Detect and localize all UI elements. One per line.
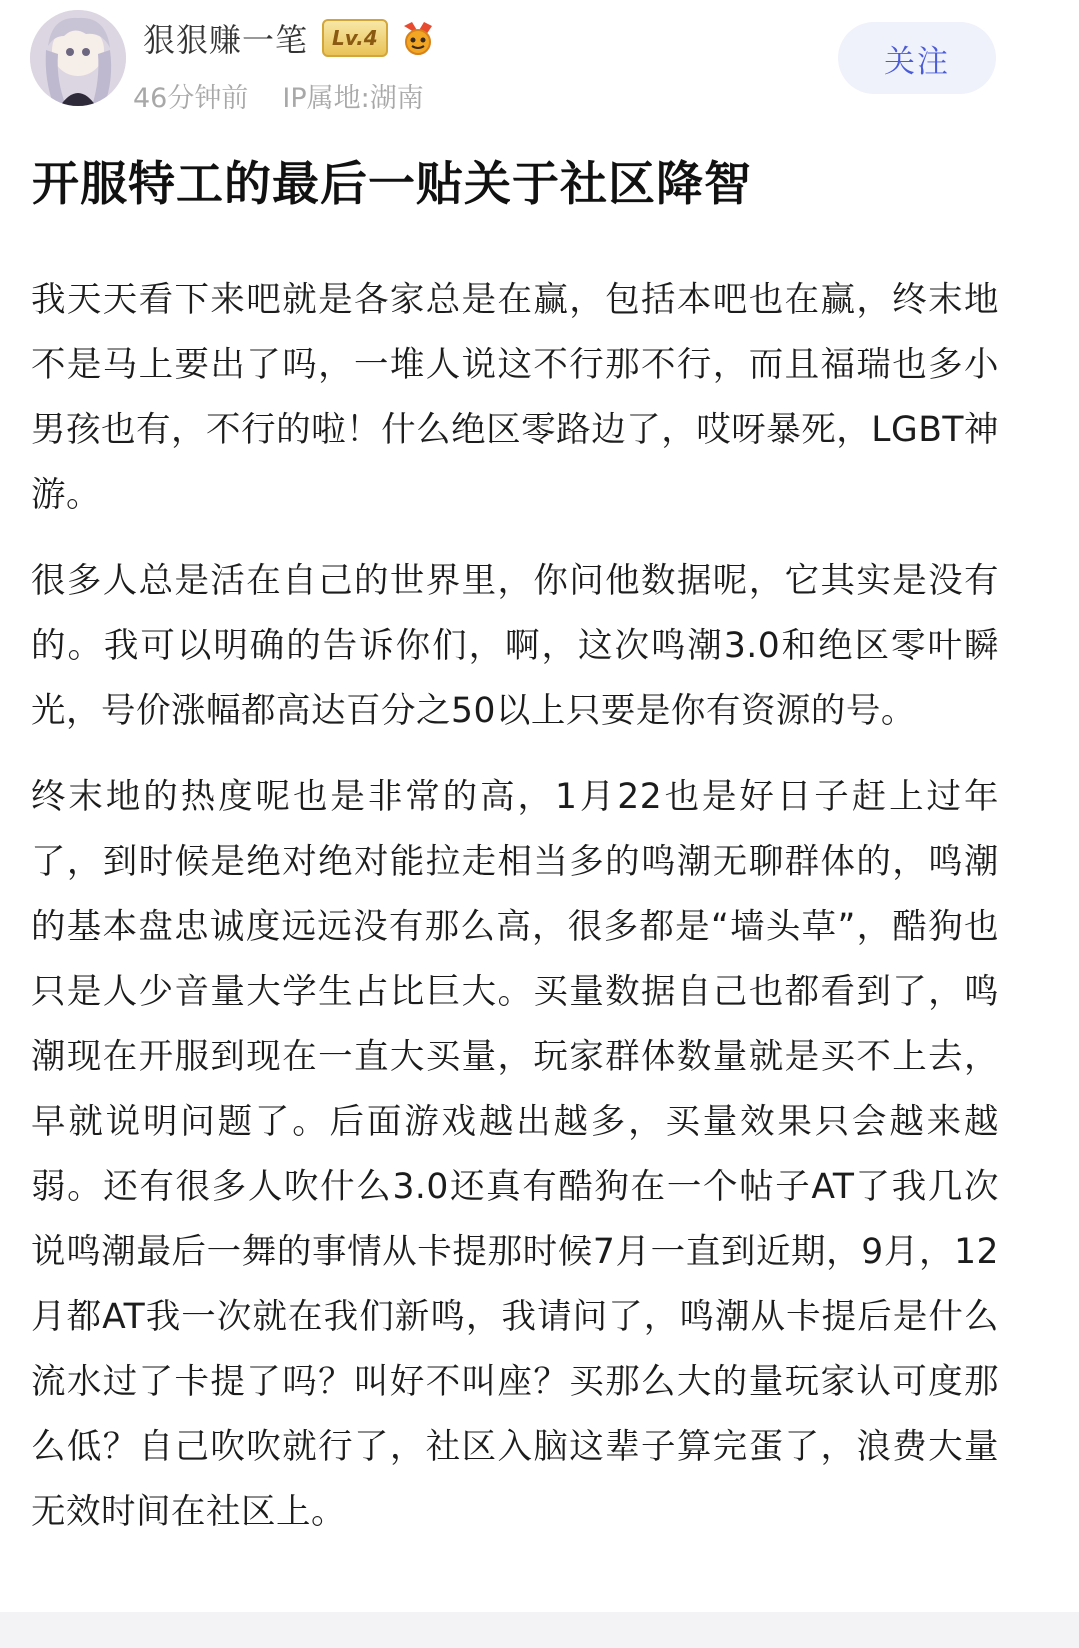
post-meta: [133, 76, 424, 115]
post-paragraph: 很多人总是活在自己的世界里，你问他数据呢，它其实是没有的。我可以明确的告诉你们，啊，这次鸣潮3.0和绝区零叶瞬光，号价涨幅都高达百分之50以上只要是你有资源的号。: [31, 561, 999, 731]
level-badge: Lv.4: [322, 19, 388, 57]
ip-location: IP属地:湖南: [282, 83, 424, 114]
medal-icon: [398, 18, 438, 58]
post-title: 开服特工的最后一贴关于社区降智: [32, 157, 752, 212]
author-name[interactable]: 狠狠赚一笔: [143, 21, 309, 59]
post-body: [31, 268, 999, 1566]
author-row: [143, 14, 438, 62]
post-paragraph: 终末地的热度呢也是非常的高，1月22也是好日子赶上过年了，到时候是绝对绝对能拉走相当多的鸣潮无聊群体的，鸣潮的基本盘忠诚度远远没有那么高，很多都是“墙头草”，酷狗也只是人少音量大学生占比巨大。买量数据自己也都看到了，鸣潮现在开服到现在一直大买量，玩家群体数量就是买不上去，早就说明问题了。后面游戏越出越多，买量效果只会越来越弱。还有很多人吹什么3.0还真有酷狗在一个帖子AT了我几次说鸣潮最后一舞的事情从卡提那时候7月一直到近期，9月，12月都AT我一次就在我们新鸣，我请问了，鸣潮从卡提后是什么流水过了卡提了吗？叫好不叫座？买那么大的量玩家认可度那么低？自己吹吹就行了，社区入脑这辈子算完蛋了，浪费大量无效时间在社区上。: [31, 777, 999, 1532]
bottom-divider: [0, 1612, 1079, 1648]
avatar[interactable]: [30, 10, 126, 106]
post-time: 46分钟前: [133, 83, 249, 114]
follow-button[interactable]: 关注: [838, 22, 996, 94]
post-paragraph: 我天天看下来吧就是各家总是在赢，包括本吧也在赢，终末地不是马上要出了吗，一堆人说这不行那不行，而且福瑞也多小男孩也有，不行的啦！什么绝区零路边了，哎呀暴死，LGBT神游。: [31, 280, 999, 515]
post-header: [0, 0, 1079, 130]
